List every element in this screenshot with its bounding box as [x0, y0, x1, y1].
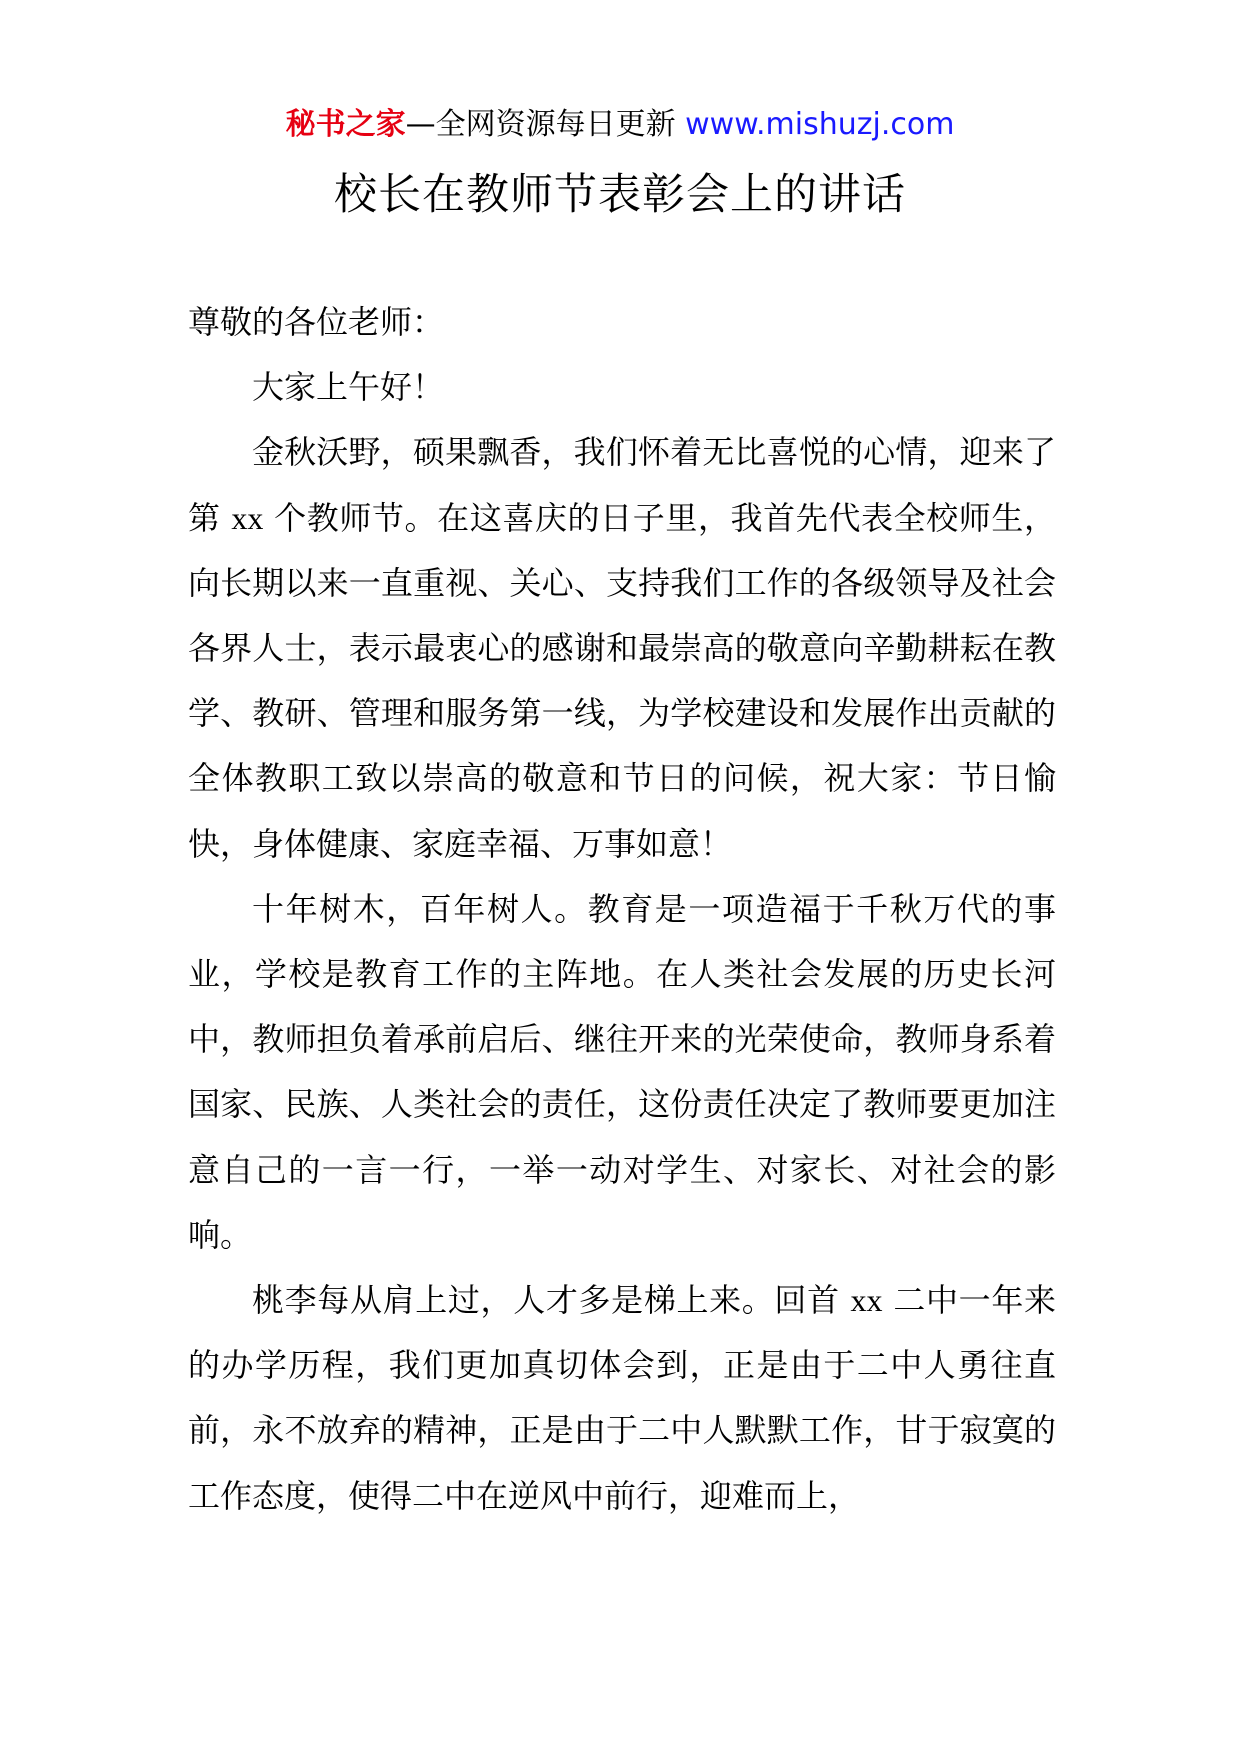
site-header: [0, 103, 1240, 147]
document-title: 校长在教师节表彰会上的讲话: [334, 170, 906, 220]
document-body: [188, 290, 1056, 1529]
salutation: 尊敬的各位老师：: [188, 303, 445, 341]
placeholder-text: xx: [850, 1282, 883, 1319]
paragraph-3: 桃李每从肩上过，人才多是梯上来。回首 xx 二中一年来的办学历程，我们更加真切体会到，正是由于二中人勇往直前，永不放弃的精神，正是由于二中人默默工作，甘于寂寞的工作态度，使得二中在逆风中前行，迎难而上，: [188, 1281, 1056, 1515]
paragraph-2: 十年树木，百年树人。教育是一项造福于千秋万代的事业，学校是教育工作的主阵地。在人类社会发展的历史长河中，教师担负着承前启后、继往开来的光荣使命，教师身系着国家、民族、人类社会的责任，这份责任决定了教师要更加注意自己的一言一行，一举一动对学生、对家长、对社会的影响。: [188, 889, 1056, 1254]
brand-name: 秘书之家: [285, 107, 406, 142]
site-url[interactable]: www.mishuzj.com: [685, 107, 955, 142]
placeholder-text: xx: [231, 499, 264, 536]
paragraph-1: 金秋沃野，硕果飘香，我们怀着无比喜悦的心情，迎来了第 xx 个教师节。在这喜庆的日子里，我首先代表全校师生，向长期以来一直重视、关心、支持我们工作的各级领导及社会各界人士，表示最衷心的感谢和最崇高的敬意向辛勤耕耘在教学、教研、管理和服务第一线，为学校建设和发展作出贡献的全体教职工致以崇高的敬意和节日的问候，祝大家：节日愉快，身体健康、家庭幸福、万事如意！: [188, 433, 1056, 863]
site-slogan: —全网资源每日更新: [405, 107, 686, 142]
greeting: 大家上午好！: [252, 368, 445, 407]
